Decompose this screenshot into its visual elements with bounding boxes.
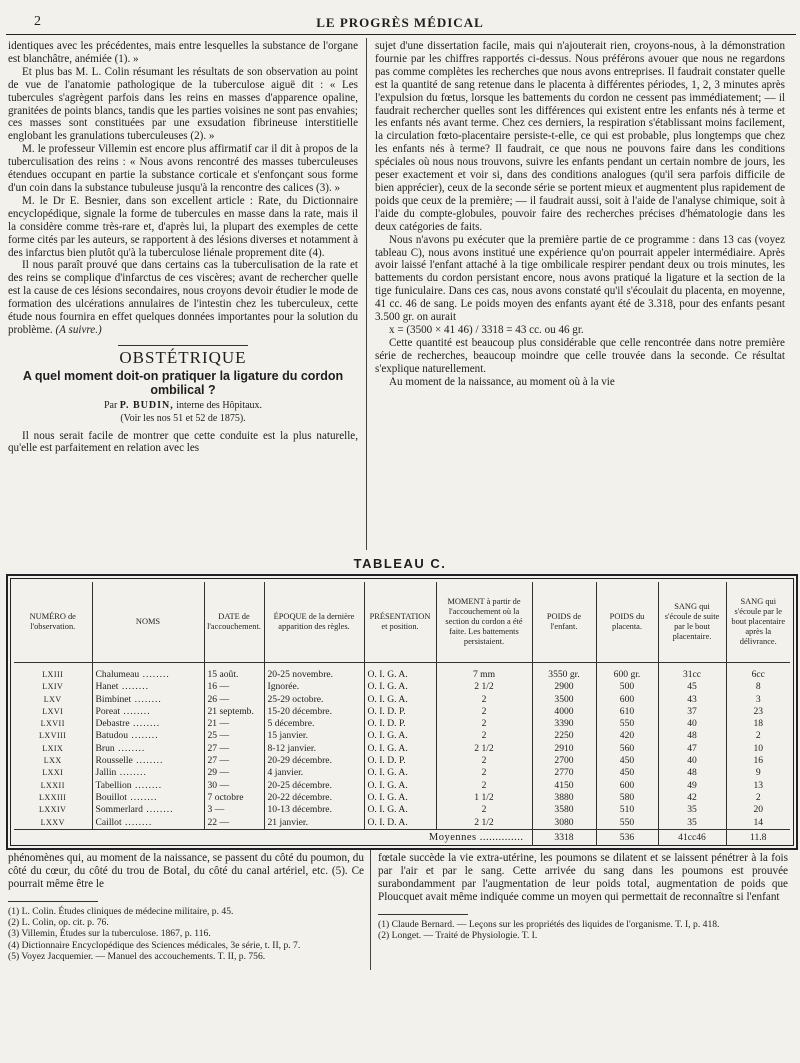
table-cell: 4150 <box>532 780 596 792</box>
table-cell: O. I. D. P. <box>364 718 436 730</box>
column-divider <box>366 38 367 550</box>
table-cell: LXIII <box>42 670 64 679</box>
column-header: MOMENT à partir de l'accouchement où la section du cordon a été faite. Les battements persistaient. <box>436 582 532 663</box>
average-cell: 41cc46 <box>658 829 726 846</box>
table-cell: 2 <box>726 792 790 804</box>
table-cell: Bouillot ..... <box>92 792 204 804</box>
footnote-rule <box>8 901 98 902</box>
table-cell: O. I. D. P. <box>364 755 436 767</box>
table-cell: 29 — <box>204 767 264 779</box>
table-cell: 2 <box>436 706 532 718</box>
table-cell: 560 <box>596 743 658 755</box>
bottom-right-column <box>378 852 788 941</box>
table-cell: 48 <box>658 767 726 779</box>
table-cell: 580 <box>596 792 658 804</box>
table-cell: LXXIII <box>39 792 67 802</box>
table-cell: LXV <box>43 694 62 704</box>
paragraph: fœtale succède la vie extra-utérine, les poumons se dilatent et se laissent pénétrer à la fois par l'air et par le sang. Cette arrivée du sang dans les poumons est prouvée surabondamment par l'augmentation de leur poids total, augmentation de poids que Ploucquet avait même indiquée comme un moyen qui permettait de reconnaître si l'enfant <box>378 852 788 903</box>
column-header: DATE de l'accouchement. <box>204 582 264 663</box>
footnote: (1) Claude Bernard. — Leçons sur les propriétés des liquides de l'organisme. T. I, p. 418. <box>378 919 720 930</box>
table-cell: 15 août. <box>204 669 264 681</box>
table-cell: 550 <box>596 817 658 830</box>
table-row <box>14 767 790 779</box>
table-cell: 7 octobre <box>204 792 264 804</box>
table-cell: Batudou ..... <box>92 730 204 742</box>
column-header: PRÉSENTATION et position. <box>364 582 436 663</box>
left-column <box>8 40 358 455</box>
table-cell: 20 <box>726 804 790 816</box>
table-cell: LXIV <box>42 682 64 692</box>
running-header <box>0 14 800 34</box>
table-row <box>14 804 790 816</box>
table-cell: 43 <box>658 694 726 706</box>
right-column <box>375 40 785 388</box>
to-be-continued: (A suivre.) <box>55 323 102 336</box>
table-body <box>14 663 790 830</box>
table-cell: 2 <box>436 767 532 779</box>
journal-title: LE PROGRÈS MÉDICAL <box>316 15 484 30</box>
table-row <box>14 669 790 681</box>
table-cell: O. I. D. A. <box>364 817 436 830</box>
table-cell: LXIX <box>42 743 64 753</box>
table-cell: O. I. G. A. <box>364 730 436 742</box>
table-cell: 600 <box>596 780 658 792</box>
table-cell: 2 <box>436 730 532 742</box>
table-cell: 10 <box>726 743 790 755</box>
table-cell: 2250 <box>532 730 596 742</box>
table-cell: O. I. G. A. <box>364 694 436 706</box>
table-row <box>14 706 790 718</box>
table-cell: 2 <box>436 755 532 767</box>
table-cell: 2 1/2 <box>436 743 532 755</box>
table-cell: 3080 <box>532 817 596 830</box>
table-cell: 49 <box>658 780 726 792</box>
table-cell: 2700 <box>532 755 596 767</box>
paragraph: sujet d'une dissertation facile, mais qui n'ajouterait rien, croyons-nous, à la démonstration fournie par les chiffres rapportés ci-dessus. Nous préférons avouer que nous ne regardons pas comme complètes les recherches que nous avons entreprises. Il faudrait constater quelle est la quantité de sang retenue dans le placenta à différentes périodes, 1, 2, 3 minutes après l'expulsion du fœtus, lorsque les battements du cordon ne cessent pas immédiatement; — il faudrait rechercher quelles sont les différences qui existent entre les enfants nés à terme et les enfants nés avant terme. Chez ces derniers, la respiration s'établissant moins facilement, la circulation fœto-placentaire persiste-t-elle, ce qui est probable, plus longtemps que chez les enfants nés à terme? Il faudrait, ce que nous ne pouvons faire dans les conditions spéciales où nous nous trouvons, suivre les enfants pendant un certain nombre de jours, les peser exactement et voir si, dans des conditions analogues (qu'il sera parfois difficile de bien apprécier), ceux de la seconde série se portent mieux et augmentent plus rapidement de poids que ceux de la première; — il faudrait aussi, soit à l'aide de l'analyse chimique, soit à l'aide du compte-globules, pouvoir faire des recherches précises d'hématologie dans les deux catégories de faits. <box>375 40 785 233</box>
table-cell: 10-13 décembre. <box>264 804 364 816</box>
table-cell: 3500 <box>532 694 596 706</box>
table-cell: O. I. G. A. <box>364 780 436 792</box>
table-cell: 18 <box>726 718 790 730</box>
table-cell: 21 janvier. <box>264 817 364 830</box>
table-cell: 420 <box>596 730 658 742</box>
table-cell: 600 gr. <box>596 669 658 681</box>
table-cell: 40 <box>658 718 726 730</box>
column-header: POIDS de l'enfant. <box>532 582 596 663</box>
table-cell: Bimbinet ..... <box>92 694 204 706</box>
section-divider <box>118 345 248 346</box>
paragraph: Il nous serait facile de montrer que cette conduite est la plus naturelle, qu'elle est parfaitement en relation avec les <box>8 429 358 455</box>
table-cell: 2 <box>436 718 532 730</box>
table-cell: O. I. G. A. <box>364 767 436 779</box>
table-cell: 510 <box>596 804 658 816</box>
table-cell: 15-20 décembre. <box>264 706 364 718</box>
table-cell: 21 — <box>204 718 264 730</box>
averages-label: Moyennes .............. <box>14 829 532 846</box>
table-cell: LXVIII <box>39 731 67 741</box>
table-cell: O. I. D. P. <box>364 706 436 718</box>
table-cell: 3880 <box>532 792 596 804</box>
table-cell: O. I. G. A. <box>364 681 436 693</box>
table-cell: 3390 <box>532 718 596 730</box>
table-cell: 25 — <box>204 730 264 742</box>
paragraph <box>8 259 358 336</box>
paragraph: Et plus bas M. L. Colin résumant les résultats de son observation au point de vue de l'anatomie pathologique de la tuberculose aiguë dit : « Les tubercules s'agrègent parfois dans les reins en masses d'apparence opaline, granitées de points blancs, tandis que les parties voisines ne sont pas envahies; ces masses sont constituées par une exsudation fibrineuse interstitielle englobant les granulations tuberculeuses (2). » <box>8 65 358 143</box>
data-table <box>14 582 790 846</box>
averages-label-text: Moyennes <box>428 831 477 843</box>
table-cell: 26 — <box>204 694 264 706</box>
table-cell: 2 <box>436 804 532 816</box>
table-row <box>14 780 790 792</box>
paragraph: M. le Dr E. Besnier, dans son excellent article : Rate, du Dictionnaire encyclopédique, signale la forme de tubercules en masse dans la rate, mais il la considère comme très-rare et, d'après lui, la plupart des exemples de cette forme cités par les auteurs, se rapportent à des lésions diverses et notamment à des infarctus bien plutôt qu'à la tuberculose liénale proprement dite (4). <box>8 194 358 259</box>
table-cell: 47 <box>658 743 726 755</box>
table-cell: 20-25 décembre. <box>264 780 364 792</box>
table-cell: LXX <box>43 756 62 766</box>
table-cell: 14 <box>726 817 790 830</box>
table-cell: Tabellion ..... <box>92 780 204 792</box>
table-cell: 450 <box>596 755 658 767</box>
table-cell: Brun ..... <box>92 743 204 755</box>
table-cell: 23 <box>726 706 790 718</box>
footnote: (2) Longet. — Traité de Physiologie. T. I. <box>378 930 538 942</box>
table-cell: O. I. G. A. <box>364 743 436 755</box>
table-cell: 8-12 janvier. <box>264 743 364 755</box>
table-cell: 45 <box>658 681 726 693</box>
article-citation: (Voir les nos 51 et 52 de 1875). <box>120 412 246 424</box>
table-title: TABLEAU C. <box>353 556 447 571</box>
footnote: (4) Dictionnaire Encyclopédique des Sciences médicales, 3e série, t. II, p. 7. <box>8 939 301 951</box>
byline <box>8 400 358 413</box>
table-cell: LXXV <box>40 817 65 827</box>
table-cell: 20-25 novembre. <box>264 669 364 681</box>
footnote: (3) Villemin, Études sur la tuberculose. 1867, p. 116. <box>8 928 211 940</box>
table-cell: 27 — <box>204 755 264 767</box>
table-cell: 5 décembre. <box>264 718 364 730</box>
table-cell: LXVI <box>42 706 64 716</box>
column-header: ÉPOQUE de la dernière apparition des règles. <box>264 582 364 663</box>
table-cell: 37 <box>658 706 726 718</box>
page-number: 2 <box>34 14 41 29</box>
paragraph: Au moment de la naissance, au moment où à la vie <box>389 375 615 388</box>
table-cell: 600 <box>596 694 658 706</box>
column-header: POIDS du placenta. <box>596 582 658 663</box>
formula: x = (3500 × 41 46) / 3318 = 43 cc. ou 46 gr. <box>389 323 584 336</box>
table-cell: 27 — <box>204 743 264 755</box>
table-cell: 20-22 décembre. <box>264 792 364 804</box>
averages-row <box>14 829 790 846</box>
table-cell: LXXIV <box>39 805 67 815</box>
column-header: NUMÉRO de l'observation. <box>14 582 92 663</box>
average-cell: 3318 <box>532 829 596 846</box>
data-table-frame <box>6 574 798 850</box>
section-heading: OBSTÉTRIQUE <box>119 347 247 367</box>
table-cell: 22 — <box>204 817 264 830</box>
table-cell: 2 <box>436 780 532 792</box>
table-cell: 3550 gr. <box>532 669 596 681</box>
table-cell: 6cc <box>726 669 790 681</box>
column-header: NOMS <box>92 582 204 663</box>
table-cell: 610 <box>596 706 658 718</box>
table-row <box>14 743 790 755</box>
table-cell: LXXII <box>40 780 65 790</box>
footnote-rule <box>378 914 468 915</box>
table-row <box>14 681 790 693</box>
table-cell: 16 <box>726 755 790 767</box>
column-header: SANG qui s'écoule de suite par le bout placentaire. <box>658 582 726 663</box>
paragraph-text: Il nous paraît prouvé que dans certains cas la tuberculisation de la rate et des reins se complique d'infarctus de ces viscères; avant de rechercher quelle est la cause de ces lésions secondaires, nous croyons devoir étudier le mode de formation des ulcérations annulaires de l'intestin chez les tuberculeux, cette étude nous fournira en effet quelques données importantes pour la solution du problème. <box>8 259 358 336</box>
table-cell: 7 mm <box>436 669 532 681</box>
author-name: P. BUDIN, <box>119 399 174 411</box>
table-cell: 35 <box>658 804 726 816</box>
table-cell: 42 <box>658 792 726 804</box>
table-cell: 2 1/2 <box>436 681 532 693</box>
table-cell: O. I. G. A. <box>364 792 436 804</box>
header-rule <box>6 34 796 35</box>
table-cell: 450 <box>596 767 658 779</box>
table-cell: 2910 <box>532 743 596 755</box>
table-cell: 9 <box>726 767 790 779</box>
table-cell: 13 <box>726 780 790 792</box>
table-cell: Chalumeau ..... <box>92 669 204 681</box>
table-row <box>14 755 790 767</box>
article-title: A quel moment doit-on pratiquer la ligature du cordon ombilical ? <box>22 368 344 397</box>
paragraph: Nous n'avons pu exécuter que la première partie de ce programme : dans 13 cas (voyez tableau C), nous avons institué une expérience qu'on pourrait appeler intermédiaire. Après avoir laissé l'enfant attaché à la tige ombilicale respirer pendant deux ou trois minutes, les battements du cordon persistant encore, nous avons pratiqué la ligature et la section de la tige funiculaire. Dans ces cas, nous avons constaté qu'il s'écoulait du placenta, en moyenne, 41 cc. 46 de sang. Le poids moyen des enfants ayant été de 3.318, pour des enfants pesant 3.500 gr. on aurait <box>375 233 785 324</box>
table-cell: 25-29 octobre. <box>264 694 364 706</box>
table-cell: 2 <box>726 730 790 742</box>
table-cell: Poreat ..... <box>92 706 204 718</box>
table-cell: Jallin ..... <box>92 767 204 779</box>
average-cell: 536 <box>596 829 658 846</box>
paragraph: phénomènes qui, au moment de la naissance, se passent du côté du poumon, du côté du cœur, du côté du trou de Botal, du côté du canal artériel, etc. (5). Ce pourrait même être le <box>8 852 364 890</box>
table-cell: 3 <box>726 694 790 706</box>
table-cell: 30 — <box>204 780 264 792</box>
table-row <box>14 792 790 804</box>
table-cell: 4000 <box>532 706 596 718</box>
table-cell: 2770 <box>532 767 596 779</box>
paragraph: M. le professeur Villemin est encore plus affirmatif car il dit à propos de la tuberculisation des reins : « Nous avons rencontré des masses tuberculeuses étendues occupant en partie la substance corticale et s'enfonçant sous forme d'un coin dans la substance tubuleuse jusqu'à la rencontre des calices (3). » <box>8 143 358 194</box>
table-cell: 16 — <box>204 681 264 693</box>
table-cell: 40 <box>658 755 726 767</box>
table-row <box>14 730 790 742</box>
bottom-left-column <box>8 852 364 962</box>
average-cell: 11.8 <box>726 829 790 846</box>
table-row <box>14 718 790 730</box>
table-cell: 4 janvier. <box>264 767 364 779</box>
paragraph: Cette quantité est beaucoup plus considérable que celle rencontrée dans notre première série de recherches, beaucoup moindre que celle trouvée dans la seconde. Ce résultat s'explique naturellement. <box>375 336 785 375</box>
table-cell: LXVII <box>40 719 65 729</box>
table-cell: 1 1/2 <box>436 792 532 804</box>
column-header: SANG qui s'écoule par le bout placentaire après la délivrance. <box>726 582 790 663</box>
table-cell: Rousselle ..... <box>92 755 204 767</box>
table-cell: 48 <box>658 730 726 742</box>
table-cell: Debastre ..... <box>92 718 204 730</box>
table-cell: 3 — <box>204 804 264 816</box>
footnote: (1) L. Colin. Études cliniques de médecine militaire, p. 45. <box>8 906 234 917</box>
table-cell: 15 janvier. <box>264 730 364 742</box>
table-cell: O. I. G. A. <box>364 804 436 816</box>
column-divider <box>370 850 371 970</box>
author-role: interne des Hôpitaux. <box>176 399 263 411</box>
table-cell: Sommerlard ..... <box>92 804 204 816</box>
byline-prefix: Par <box>103 399 118 411</box>
paragraph: identiques avec les précédentes, mais entre lesquelles la substance de l'organe est blanchâtre, anémiée (1). » <box>8 40 358 65</box>
table-cell: 35 <box>658 817 726 830</box>
table-cell: 2 1/2 <box>436 817 532 830</box>
table-cell: 2 <box>436 694 532 706</box>
table-cell: 20-29 décembre. <box>264 755 364 767</box>
table-cell: Ignorée. <box>264 681 364 693</box>
table-header-row <box>14 582 790 663</box>
table-cell: 31cc <box>658 669 726 681</box>
table-cell: Caillot ..... <box>92 817 204 830</box>
table-cell: 2900 <box>532 681 596 693</box>
table-cell: Hanet ..... <box>92 681 204 693</box>
table-row <box>14 694 790 706</box>
table-cell: 500 <box>596 681 658 693</box>
table-cell: LXXI <box>42 768 64 778</box>
table-cell: 21 septemb. <box>204 706 264 718</box>
table-cell: 8 <box>726 681 790 693</box>
footnote: (2) L. Colin, op. cit. p. 76. <box>8 917 109 929</box>
table-cell: 3580 <box>532 804 596 816</box>
table-cell: O. I. G. A. <box>364 669 436 681</box>
footnote: (5) Voyez Jacquemier. — Manuel des accouchements. T. II, p. 756. <box>8 950 266 962</box>
table-row <box>14 817 790 830</box>
table-cell: 550 <box>596 718 658 730</box>
